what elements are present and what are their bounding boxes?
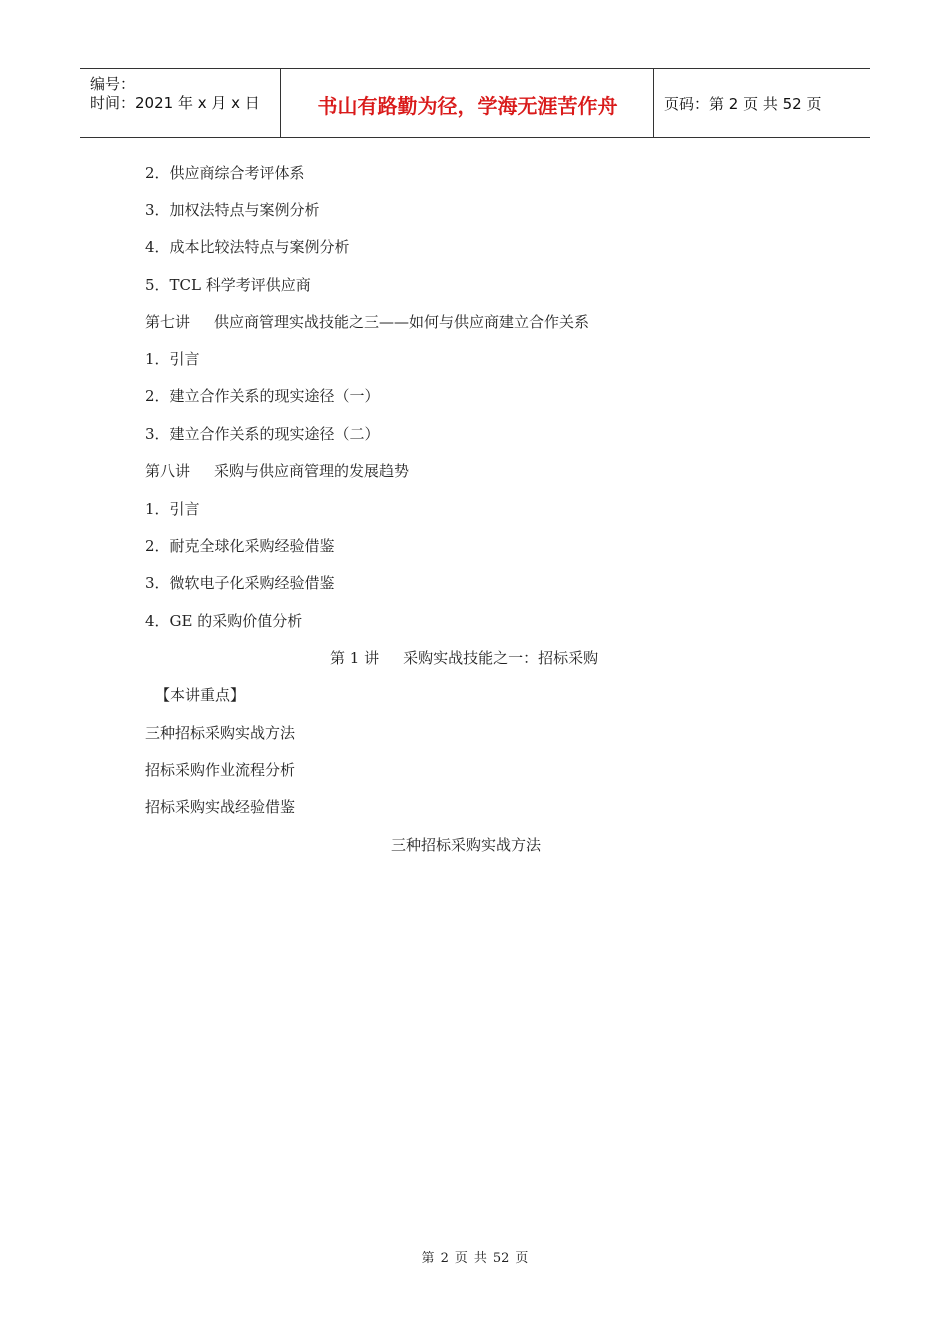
toc-line: 4．成本比较法特点与案例分析 [145,238,350,256]
header-motto-cell [281,69,654,137]
page-footer [0,1247,950,1266]
lecture-heading-title: 采购实战技能之一：招标采购 [403,649,599,667]
key-point-item: 招标采购作业流程分析 [145,761,296,779]
toc-line: 5．TCL 科学考评供应商 [145,276,311,294]
toc-lecture-heading [145,460,409,481]
lecture-number: 第七讲 [145,313,191,331]
toc-line: 3．加权法特点与案例分析 [145,201,320,219]
lecture-title: 供应商管理实战技能之三——如何与供应商建立合作关系 [214,313,590,331]
header-number-label: 编号： [90,75,136,93]
toc-line: 2．建立合作关系的现实途径（一） [145,387,380,405]
toc-line: 3．建立合作关系的现实途径（二） [145,425,380,443]
toc-lecture-heading [145,311,589,332]
key-point-item: 三种招标采购实战方法 [145,724,296,742]
key-points-label: 【本讲重点】 [155,686,246,704]
footer-current-page: 2 [440,1251,449,1266]
toc-line: 3．微软电子化采购经验借鉴 [145,574,335,592]
header-date-label: 时间：2021 年 x 月 x 日 [90,94,260,112]
header-page-cell [654,69,870,137]
key-point-item: 招标采购实战经验借鉴 [145,798,296,816]
lecture-heading [330,647,598,668]
toc-line: 2．供应商综合考评体系 [145,164,305,182]
footer-prefix: 第 [421,1251,435,1266]
toc-line: 1．引言 [145,350,200,368]
lecture-number: 第八讲 [145,462,191,480]
header-motto: 书山有路勤为径，学海无涯苦作舟 [317,94,618,118]
toc-line: 4．GE 的采购价值分析 [145,612,303,630]
lecture-heading-number: 第 1 讲 [330,649,380,667]
footer-suffix: 页 [515,1251,529,1266]
page-header [80,68,870,138]
toc-line: 2．耐克全球化采购经验借鉴 [145,537,335,555]
section-heading: 三种招标采购实战方法 [391,836,542,854]
header-meta-cell [80,69,281,137]
footer-total-pages: 52 [492,1251,510,1266]
footer-total-prefix: 共 [473,1251,487,1266]
footer-mid: 页 [454,1251,468,1266]
header-page-label: 页码：第 2 页 共 52 页 [664,95,822,113]
lecture-title: 采购与供应商管理的发展趋势 [214,462,410,480]
toc-line: 1．引言 [145,500,200,518]
